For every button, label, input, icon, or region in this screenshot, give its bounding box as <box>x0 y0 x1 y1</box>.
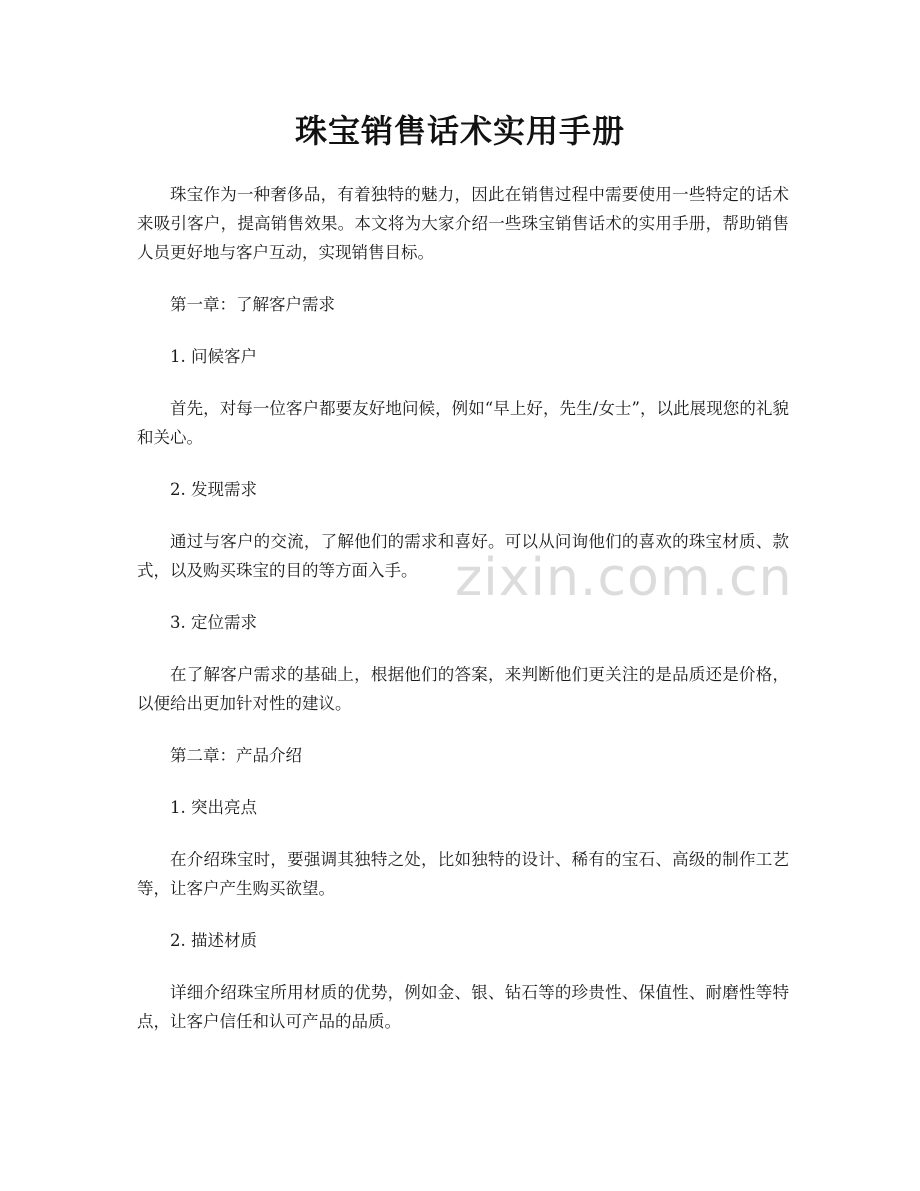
document-body <box>137 180 789 1059</box>
section-heading: 1. 问候客户 <box>170 347 257 366</box>
body-paragraph: 在介绍珠宝时，要强调其独特之处，比如独特的设计、稀有的宝石、高级的制作工艺等，让客户产生购买欲望。 <box>137 850 789 898</box>
chapter-heading: 第二章：产品介绍 <box>170 746 302 765</box>
section-heading: 2. 描述材质 <box>170 931 257 950</box>
body-paragraph: 首先，对每一位客户都要友好地问候，例如“早上好，先生/女士”，以此展现您的礼貌和关心。 <box>137 399 789 447</box>
intro-paragraph: 珠宝作为一种奢侈品，有着独特的魅力，因此在销售过程中需要使用一些特定的话术来吸引客户，提高销售效果。本文将为大家介绍一些珠宝销售话术的实用手册，帮助销售人员更好地与客户互动，实现销售目标。 <box>137 185 789 262</box>
body-paragraph: 详细介绍珠宝所用材质的优势，例如金、银、钻石等的珍贵性、保值性、耐磨性等特点，让客户信任和认可产品的品质。 <box>137 983 789 1031</box>
document-title: 珠宝销售话术实用手册 <box>294 112 625 150</box>
body-paragraph: 在了解客户需求的基础上，根据他们的答案，来判断他们更关注的是品质还是价格，以便给出更加针对性的建议。 <box>137 665 789 713</box>
watermark-text: zixin.com.cn <box>455 548 793 608</box>
section-heading: 1. 突出亮点 <box>170 798 257 817</box>
section-heading: 3. 定位需求 <box>170 613 257 632</box>
section-heading: 2. 发现需求 <box>170 480 257 499</box>
body-paragraph: 通过与客户的交流，了解他们的需求和喜好。可以从问询他们的喜欢的珠宝材质、款式，以及购买珠宝的目的等方面入手。 <box>137 532 789 580</box>
chapter-heading: 第一章：了解客户需求 <box>170 295 335 314</box>
